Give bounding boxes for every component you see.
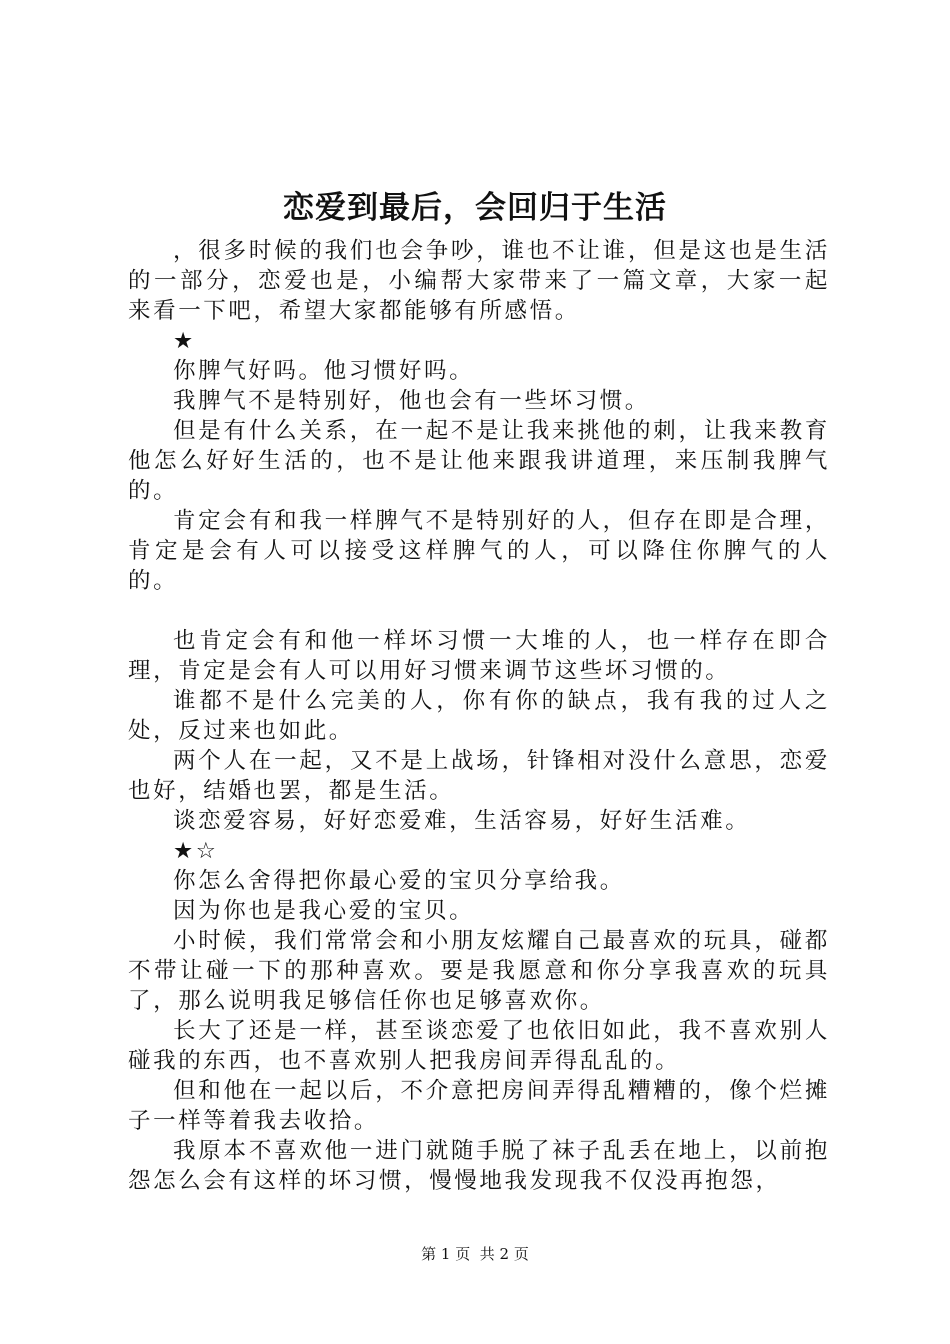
paragraph: 但是有什么关系，在一起不是让我来挑他的刺，让我来教育他怎么好好生活的，也不是让他来跟我讲道理，来压制我脾气的。 (128, 418, 830, 504)
paragraph: 谈恋爱容易，好好恋爱难，生活容易，好好生活难。 (173, 808, 751, 834)
document-body (128, 236, 830, 1196)
paragraph: 小时候，我们常常会和小朋友炫耀自己最喜欢的玩具，碰都不带让碰一下的那种喜欢。要是我愿意和你分享我喜欢的玩具了，那么说明我足够信任你也足够喜欢你。 (128, 928, 830, 1014)
paragraph: 也肯定会有和他一样坏习惯一大堆的人，也一样存在即合理，肯定是会有人可以用好习惯来调节这些坏习惯的。 (128, 628, 830, 684)
paragraph: 我原本不喜欢他一进门就随手脱了袜子乱丢在地上，以前抱怨怎么会有这样的坏习惯，慢慢地我发现我不仅没再抱怨， (128, 1138, 830, 1194)
paragraph: 你怎么舍得把你最心爱的宝贝分享给我。 (173, 868, 625, 894)
section-divider-stars: ★☆ (173, 838, 219, 864)
paragraph: 你脾气好吗。他习惯好吗。 (173, 358, 475, 384)
paragraph: 两个人在一起，又不是上战场，针锋相对没什么意思，恋爱也好，结婚也罢，都是生活。 (128, 748, 830, 804)
section-divider-star: ★ (173, 328, 196, 354)
page-footer: 第 1 页 共 2 页 (421, 1245, 529, 1263)
paragraph-intro: ，很多时候的我们也会争吵，谁也不让谁，但是这也是生活的一部分，恋爱也是，小编帮大家带来了一篇文章，大家一起来看一下吧，希望大家都能够有所感悟。 (128, 238, 830, 324)
paragraph: 我脾气不是特别好，他也会有一些坏习惯。 (173, 388, 650, 414)
paragraph: 长大了还是一样，甚至谈恋爱了也依旧如此，我不喜欢别人碰我的东西，也不喜欢别人把我房间弄得乱乱的。 (128, 1018, 830, 1074)
document-title: 恋爱到最后，会回归于生活 (283, 190, 667, 226)
paragraph: 谁都不是什么完美的人，你有你的缺点，我有我的过人之处，反过来也如此。 (128, 688, 830, 744)
paragraph: 但和他在一起以后，不介意把房间弄得乱糟糟的，像个烂摊子一样等着我去收拾。 (128, 1078, 830, 1134)
paragraph: 因为你也是我心爱的宝贝。 (173, 898, 475, 924)
paragraph: 肯定会有和我一样脾气不是特别好的人，但存在即是合理，肯定是会有人可以接受这样脾气的人，可以降住你脾气的人的。 (128, 508, 830, 594)
